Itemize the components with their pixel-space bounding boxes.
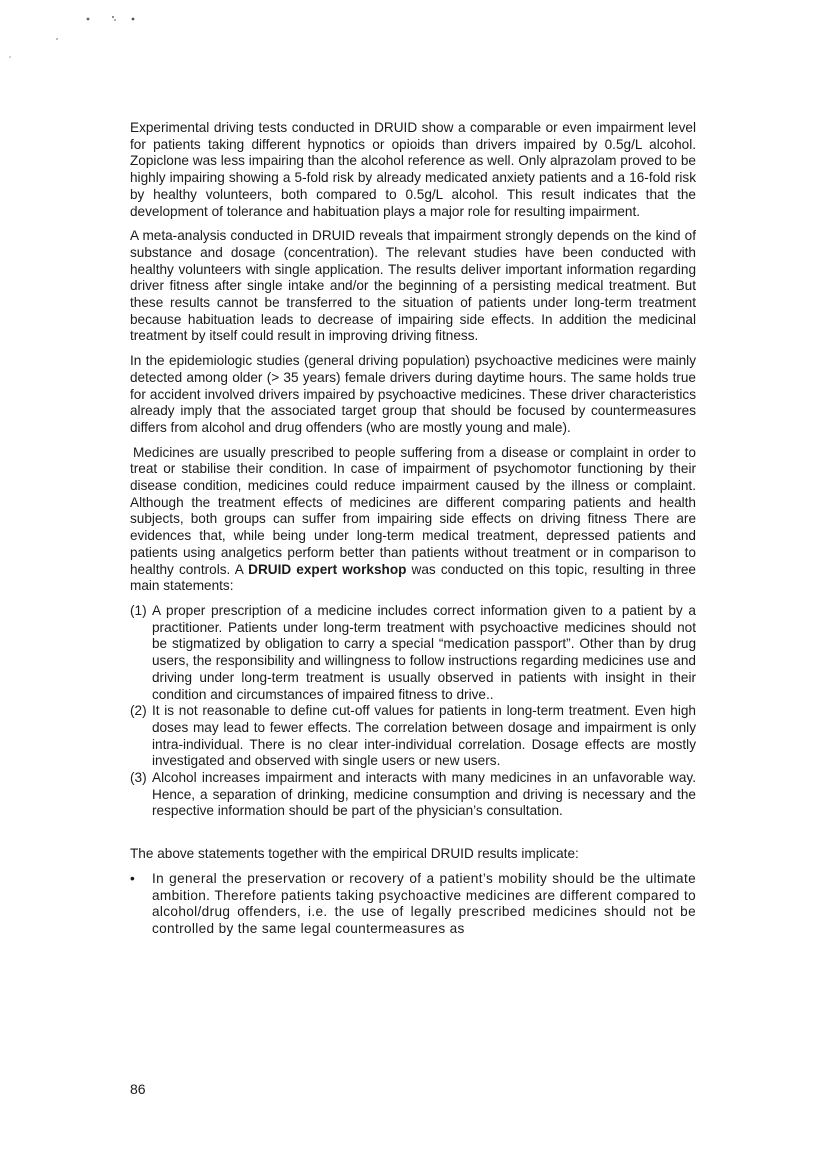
statement-number: (2): [130, 703, 147, 719]
spacer: [130, 820, 696, 846]
statement-item: [130, 703, 696, 770]
bullet-list: [130, 871, 696, 938]
bold-term: DRUID expert workshop: [248, 561, 407, 577]
paragraph-text: was conducted on this topic, resulting in three main statements:: [130, 561, 696, 594]
statement-number: (3): [130, 770, 147, 786]
statement-text: A proper prescription of a medicine includes correct information given to a patient by a practitioner. Patients under long-term treatment with psychoactive medicines should not be stigmatized by obligation to carry a special “medication passport”. Other than by drug users, the responsibility and willingness to follow instructions regarding medicines use and driving under long-term treatment is usually observed in patients with insight in their condition and circumstances of impaired fitness to drive..: [152, 602, 696, 702]
bullet-text: In general the preservation or recovery of a patient’s mobility should be the ultimate ambition. Therefore patients taking psychoactive medicines are different compared to alcohol/drug offenders, i.e. the use of legally prescribed medicines should not be controlled by the same legal countermeasures as: [152, 870, 696, 936]
bullet-icon: •: [130, 870, 136, 886]
paragraph: [130, 445, 696, 595]
statement-item: [130, 603, 696, 703]
bullet-item: [130, 871, 696, 938]
scan-specks: [0, 0, 828, 80]
statement-list: [130, 603, 696, 820]
statement-number: (1): [130, 602, 147, 618]
statement-text: It is not reasonable to define cut-off values for patients in long-term treatment. Even high doses may lead to fewer effects. The correlation between dosage and impairment is only intra-individual. There is no clear inter-individual correlation. Dosage effects are mostly investigated and observed with single users or new users.: [152, 703, 696, 769]
statement-item: [130, 770, 696, 820]
statement-text: Alcohol increases impairment and interacts with many medicines in an unfavorable way. Hence, a separation of drinking, medicine consumption and driving is necessary and the respective information should be part of the physician’s consultation.: [152, 770, 696, 819]
paragraph: A meta-analysis conducted in DRUID reveals that impairment strongly depends on the kind of substance and dosage (concentration). The relevant studies have been conducted with healthy volunteers with single application. The results deliver important information regarding driver fitness after single intake and/or the beginning of a persisting medical treatment. But these results cannot be transferred to the situation of patients under long-term treatment because habituation leads to decrease of impairing side effects. In addition the medicinal treatment by itself could result in improving driving fitness.: [130, 228, 696, 344]
paragraph-text: Medicines are usually prescribed to people suffering from a disease or complaint in order to treat or stabilise their condition. In case of impairment of psychomotor functioning by their disease condition, medicines could reduce impairment caused by the illness or complaint. Although the treatment effects of medicines are different comparing patients and health subjects, both groups can suffer from impairing side effects on driving fitness There are evidences that, while being under long-term medical treatment, depressed patients and patients using analgetics perform better than patients without treatment or in comparison to healthy controls. A: [130, 444, 696, 577]
paragraph: The above statements together with the empirical DRUID results implicate:: [130, 846, 579, 862]
document-body: [130, 120, 696, 938]
paragraph: Experimental driving tests conducted in DRUID show a comparable or even impairment level for patients taking different hypnotics or opioids than drivers impaired by 0.5g/L alcohol. Zopiclone was less impairing than the alcohol reference as well. Only alprazolam proved to be highly impairing showing a 5-fold risk by already medicated anxiety patients and a 16-fold risk by healthy volunteers, both compared to 0.5g/L alcohol. This result indicates that the development of tolerance and habituation plays a major role for resulting impairment.: [130, 120, 696, 219]
paragraph: In the epidemiologic studies (general driving population) psychoactive medicines were mainly detected among older (> 35 years) female drivers during daytime hours. The same holds true for accident involved drivers impaired by psychoactive medicines. These driver characteristics already imply that the associated target group that should be focused by countermeasures differs from alcohol and drug offenders (who are mostly young and male).: [130, 353, 696, 435]
page-number: 86: [130, 1081, 146, 1097]
